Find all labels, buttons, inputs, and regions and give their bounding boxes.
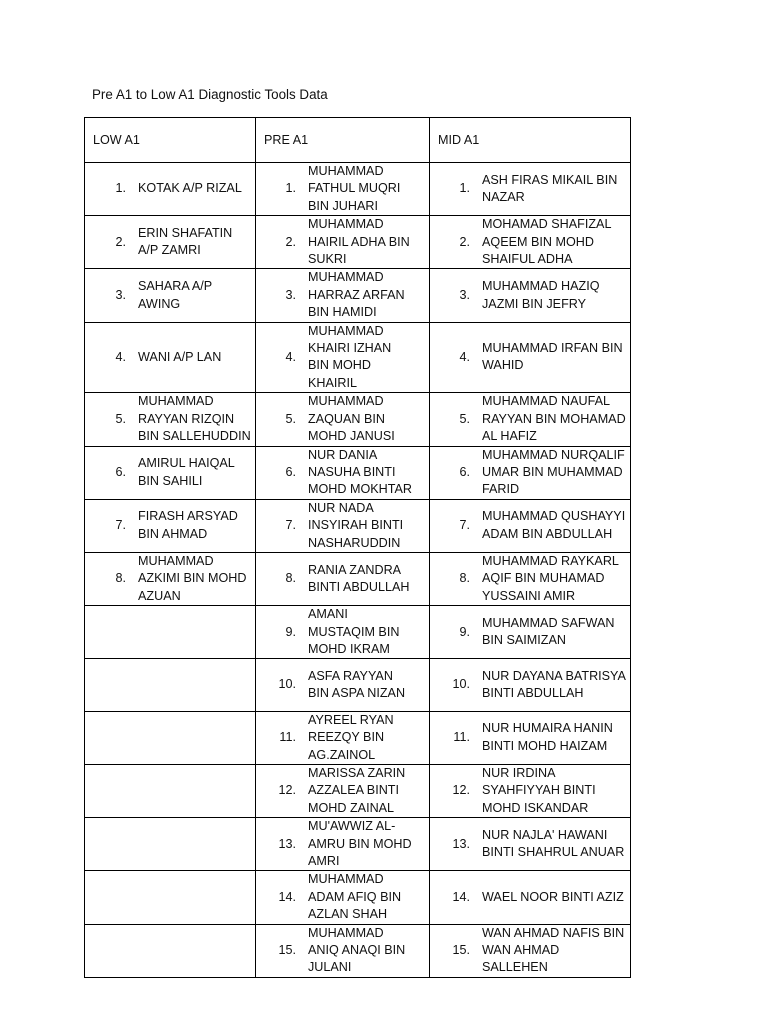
- pre-a1-cell: [256, 163, 430, 216]
- student-name: MUHAMMAD IRFAN BIN WAHID: [482, 341, 623, 373]
- mid-a1-student-item: [430, 447, 630, 499]
- student-name: FIRASH ARSYAD BIN AHMAD: [138, 509, 238, 541]
- mid-a1-student-item: [430, 668, 630, 703]
- mid-a1-cell: [430, 393, 631, 446]
- student-name: AMANI MUSTAQIM BIN MOHD IKRAM: [308, 607, 400, 656]
- student-name: MUHAMMAD KHAIRI IZHAN BIN MOHD KHAIRIL: [308, 323, 392, 390]
- table-row: [85, 764, 631, 817]
- pre-a1-cell: [256, 322, 430, 393]
- mid-a1-student-item: [430, 172, 630, 207]
- low-a1-cell: [85, 322, 256, 393]
- mid-a1-student-item: [430, 827, 630, 862]
- mid-a1-cell: [430, 269, 631, 322]
- student-name: MUHAMMAD RAYYAN RIZQIN BIN SALLEHUDDIN: [138, 394, 251, 444]
- list-number: 7.: [285, 518, 296, 533]
- mid-a1-student-item: [430, 765, 630, 817]
- mid-a1-student-item: [430, 889, 630, 906]
- pre-a1-cell: [256, 606, 430, 659]
- mid-a1-student-item: [430, 393, 630, 445]
- low-a1-cell: [85, 924, 256, 977]
- low-a1-cell: [85, 446, 256, 499]
- student-name: MOHAMAD SHAFIZAL AQEEM BIN MOHD SHAIFUL ADHA: [482, 217, 611, 267]
- pre-a1-cell: [256, 711, 430, 764]
- pre-a1-cell: [256, 552, 430, 605]
- pre-a1-student-item: [256, 500, 429, 552]
- student-name: ASFA RAYYAN BIN ASPA NIZAN: [308, 668, 406, 701]
- student-name: MUHAMMAD ZAQUAN BIN MOHD JANUSI: [308, 394, 395, 444]
- mid-a1-cell: [430, 322, 631, 393]
- low-a1-student-item: [85, 349, 255, 366]
- student-name: WAN AHMAD NAFIS BIN WAN AHMAD SALLEHEN: [482, 925, 625, 975]
- student-name: NUR NAJLA' HAWANI BINTI SHAHRUL ANUAR: [482, 827, 625, 860]
- low-a1-cell: [85, 764, 256, 817]
- student-name: NUR DAYANA BATRISYA BINTI ABDULLAH: [482, 668, 626, 701]
- student-name: ASH FIRAS MIKAIL BIN NAZAR: [482, 172, 618, 205]
- list-number: 5.: [285, 411, 296, 426]
- list-number: 4.: [115, 349, 126, 364]
- table-row: [85, 393, 631, 446]
- table-row: [85, 269, 631, 322]
- low-a1-cell: [85, 499, 256, 552]
- student-name: MUHAMMAD HAIRIL ADHA BIN SUKRI: [308, 217, 410, 267]
- list-number: 2.: [115, 234, 126, 249]
- pre-a1-student-item: [256, 269, 429, 321]
- mid-a1-student-item: [430, 340, 630, 375]
- table-row: [85, 871, 631, 924]
- pre-a1-cell: [256, 764, 430, 817]
- list-number: 13.: [278, 836, 296, 851]
- student-name: MUHAMMAD ADAM AFIQ BIN AZLAN SHAH: [308, 872, 402, 922]
- pre-a1-student-item: [256, 668, 429, 703]
- student-name: AMIRUL HAIQAL BIN SAHILI: [138, 456, 235, 488]
- mid-a1-student-item: [430, 508, 630, 543]
- document-title: Pre A1 to Low A1 Diagnostic Tools Data: [92, 87, 328, 102]
- pre-a1-student-item: [256, 765, 429, 817]
- mid-a1-cell: [430, 924, 631, 977]
- student-name: MUHAMMAD QUSHAYYI ADAM BIN ABDULLAH: [482, 509, 626, 541]
- low-a1-student-item: [85, 225, 255, 260]
- mid-a1-cell: [430, 871, 631, 924]
- student-name: AYREEL RYAN REEZQY BIN AG.ZAINOL: [308, 712, 394, 762]
- list-number: 5.: [459, 411, 470, 426]
- student-name: NUR DANIA NASUHA BINTI MOHD MOKHTAR: [308, 447, 413, 497]
- student-name: SAHARA A/P AWING: [138, 279, 212, 311]
- mid-a1-student-item: [430, 925, 630, 977]
- mid-a1-student-item: [430, 720, 630, 755]
- table-row: [85, 659, 631, 711]
- mid-a1-cell: [430, 216, 631, 269]
- low-a1-cell: [85, 552, 256, 605]
- table-row: [85, 163, 631, 216]
- table-row: [85, 499, 631, 552]
- mid-a1-cell: [430, 764, 631, 817]
- mid-a1-cell: [430, 499, 631, 552]
- header-mid-a1: MID A1: [430, 118, 631, 163]
- table-row: [85, 711, 631, 764]
- student-name: MARISSA ZARIN AZZALEA BINTI MOHD ZAINAL: [308, 765, 406, 815]
- pre-a1-student-item: [256, 323, 429, 393]
- low-a1-cell: [85, 711, 256, 764]
- list-number: 5.: [115, 411, 126, 426]
- student-name: NUR IRDINA SYAHFIYYAH BINTI MOHD ISKANDAR: [482, 765, 596, 815]
- student-name: WANI A/P LAN: [138, 349, 222, 364]
- list-number: 6.: [285, 464, 296, 479]
- pre-a1-student-item: [256, 216, 429, 268]
- student-name: KOTAK A/P RIZAL: [138, 181, 242, 196]
- pre-a1-student-item: [256, 447, 429, 499]
- low-a1-student-item: [85, 553, 255, 605]
- list-number: 7.: [115, 518, 126, 533]
- student-name: MUHAMMAD HARRAZ ARFAN BIN HAMIDI: [308, 270, 405, 320]
- pre-a1-cell: [256, 818, 430, 871]
- mid-a1-cell: [430, 552, 631, 605]
- pre-a1-student-item: [256, 925, 429, 977]
- pre-a1-cell: [256, 446, 430, 499]
- list-number: 2.: [459, 234, 470, 249]
- list-number: 11.: [453, 730, 470, 745]
- student-name: NUR HUMAIRA HANIN BINTI MOHD HAIZAM: [482, 721, 613, 753]
- student-name: MUHAMMAD AZKIMI BIN MOHD AZUAN: [138, 553, 247, 603]
- pre-a1-student-item: [256, 562, 429, 597]
- list-number: 8.: [285, 571, 296, 586]
- low-a1-student-item: [85, 180, 255, 197]
- table-row: [85, 606, 631, 659]
- pre-a1-cell: [256, 871, 430, 924]
- student-name: MUHAMMAD SAFWAN BIN SAIMIZAN: [482, 615, 615, 648]
- low-a1-cell: [85, 871, 256, 924]
- list-number: 12.: [278, 783, 296, 798]
- list-number: 10.: [278, 677, 296, 692]
- mid-a1-cell: [430, 818, 631, 871]
- list-number: 9.: [285, 624, 296, 639]
- list-number: 8.: [459, 571, 470, 586]
- low-a1-cell: [85, 393, 256, 446]
- low-a1-student-item: [85, 455, 255, 490]
- list-number: 3.: [115, 287, 126, 302]
- table-row: [85, 446, 631, 499]
- pre-a1-student-item: [256, 712, 429, 764]
- list-number: 2.: [285, 234, 296, 249]
- mid-a1-student-item: [430, 278, 630, 313]
- list-number: 7.: [459, 518, 470, 533]
- list-number: 9.: [459, 624, 470, 639]
- low-a1-cell: [85, 163, 256, 216]
- list-number: 8.: [115, 571, 126, 586]
- student-name: ERIN SHAFATIN A/P ZAMRI: [138, 225, 233, 258]
- mid-a1-student-item: [430, 553, 630, 605]
- mid-a1-student-item: [430, 216, 630, 268]
- pre-a1-student-item: [256, 393, 429, 445]
- list-number: 4.: [285, 349, 296, 364]
- student-level-table: [84, 117, 631, 978]
- student-name: MU'AWWIZ AL-AMRU BIN MOHD AMRI: [308, 819, 412, 869]
- mid-a1-cell: [430, 659, 631, 711]
- student-name: MUHAMMAD ANIQ ANAQI BIN JULANI: [308, 925, 406, 975]
- table-header-row: [85, 118, 631, 163]
- student-name: MUHAMMAD NAUFAL RAYYAN BIN MOHAMAD AL HAFIZ: [482, 394, 626, 444]
- list-number: 1.: [285, 181, 296, 196]
- list-number: 15.: [278, 943, 296, 958]
- pre-a1-student-item: [256, 606, 429, 658]
- low-a1-student-item: [85, 393, 255, 445]
- low-a1-cell: [85, 606, 256, 659]
- pre-a1-student-item: [256, 163, 429, 215]
- list-number: 13.: [452, 836, 470, 851]
- list-number: 3.: [285, 287, 296, 302]
- list-number: 10.: [452, 677, 470, 692]
- student-name: MUHAMMAD FATHUL MUQRI BIN JUHARI: [308, 164, 401, 213]
- low-a1-cell: [85, 269, 256, 322]
- list-number: 1.: [115, 181, 126, 196]
- pre-a1-cell: [256, 269, 430, 322]
- pre-a1-student-item: [256, 871, 429, 923]
- pre-a1-cell: [256, 499, 430, 552]
- pre-a1-cell: [256, 393, 430, 446]
- mid-a1-cell: [430, 446, 631, 499]
- table-row: [85, 818, 631, 871]
- student-name: NUR NADA INSYIRAH BINTI NASHARUDDIN: [308, 500, 404, 550]
- pre-a1-cell: [256, 924, 430, 977]
- low-a1-student-item: [85, 278, 255, 313]
- low-a1-cell: [85, 659, 256, 711]
- list-number: 15.: [452, 943, 470, 958]
- list-number: 4.: [459, 349, 470, 364]
- list-number: 6.: [459, 464, 470, 479]
- student-name: MUHAMMAD HAZIQ JAZMI BIN JEFRY: [482, 279, 600, 311]
- list-number: 14.: [452, 889, 470, 904]
- student-name: WAEL NOOR BINTI AZIZ: [482, 889, 624, 904]
- pre-a1-cell: [256, 216, 430, 269]
- list-number: 14.: [278, 889, 296, 904]
- student-name: MUHAMMAD RAYKARL AQIF BIN MUHAMAD YUSSAINI AMIR: [482, 553, 619, 603]
- header-pre-a1: PRE A1: [256, 118, 430, 163]
- low-a1-cell: [85, 216, 256, 269]
- mid-a1-cell: [430, 711, 631, 764]
- student-name: RANIA ZANDRA BINTI ABDULLAH: [308, 562, 410, 595]
- mid-a1-cell: [430, 606, 631, 659]
- list-number: 3.: [459, 287, 470, 302]
- table-row: [85, 322, 631, 393]
- mid-a1-student-item: [430, 615, 630, 650]
- low-a1-student-item: [85, 508, 255, 543]
- list-number: 1.: [459, 181, 470, 196]
- pre-a1-cell: [256, 659, 430, 711]
- mid-a1-cell: [430, 163, 631, 216]
- table-row: [85, 924, 631, 977]
- list-number: 6.: [115, 464, 126, 479]
- list-number: 11.: [279, 730, 296, 745]
- student-name: MUHAMMAD NURQALIF UMAR BIN MUHAMMAD FARID: [482, 447, 625, 497]
- low-a1-cell: [85, 818, 256, 871]
- list-number: 12.: [452, 783, 470, 798]
- table-row: [85, 216, 631, 269]
- pre-a1-student-item: [256, 818, 429, 870]
- table-row: [85, 552, 631, 605]
- header-low-a1: LOW A1: [85, 118, 256, 163]
